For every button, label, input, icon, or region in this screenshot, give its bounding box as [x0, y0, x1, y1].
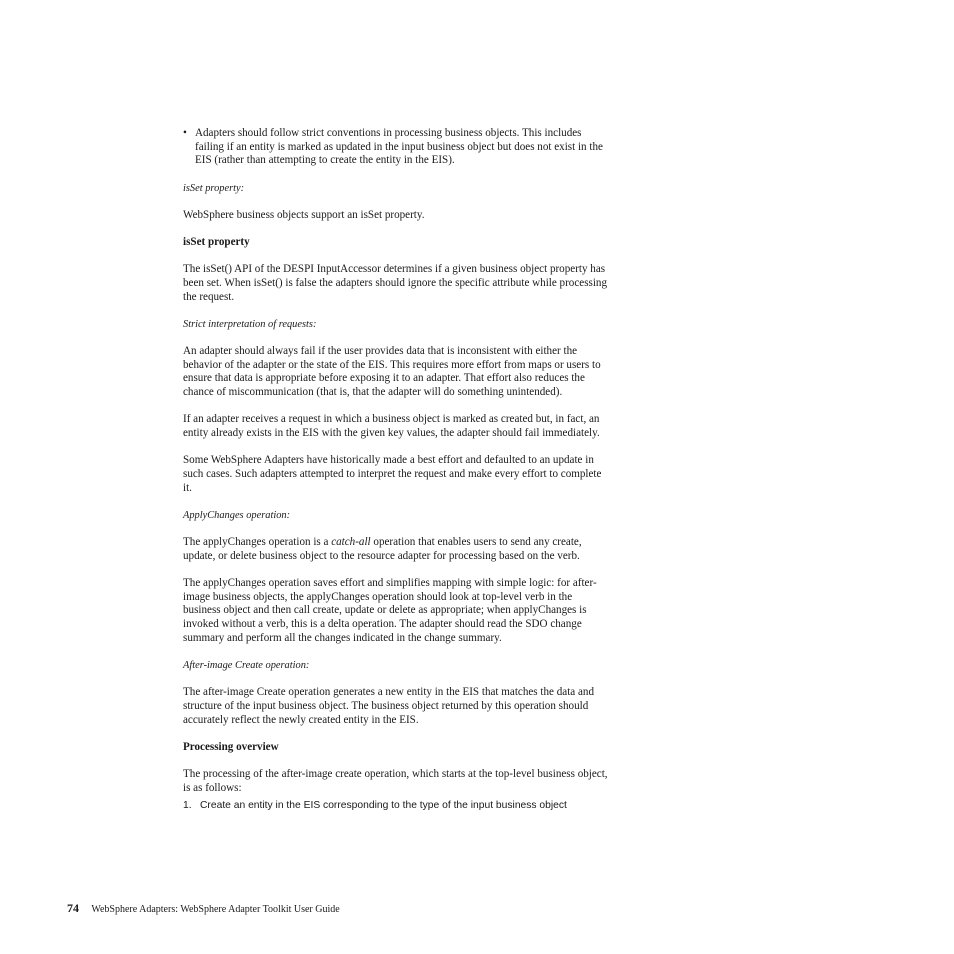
processing-overview-heading: Processing overview [183, 740, 279, 753]
bullet-list [183, 127, 611, 168]
page-number: 74 [67, 901, 79, 915]
isset-italic-heading: isSet property: [183, 182, 245, 194]
apply-p1-start: The applyChanges operation is a [183, 536, 332, 549]
footer-title: WebSphere Adapters: WebSphere Adapter Toolkit User Guide [91, 904, 340, 915]
list-item [183, 127, 611, 168]
page-footer [67, 901, 340, 916]
step-number: 1. [183, 800, 192, 812]
bullet-text: Adapters should follow strict conventions in processing business objects. This includes failing if an entity is marked as updated in the input business object but does not exist in the EIS (rather than attempting to create the entity in the EIS). [195, 127, 603, 167]
apply-p1-emphasis: catch-all [331, 536, 371, 549]
page-content [183, 127, 611, 813]
strict-paragraph-1: An adapter should always fail if the user provides data that is inconsistent with either the behavior of the adapter or the state of the EIS. This requires more effort from maps or users to ensure that data is appropriate before exposing it to an adapter. That effort also reduces the chance of miscommunication (that is, that the adapter will do something unintended). [183, 345, 601, 399]
isset-body-paragraph: The isSet() API of the DESPI InputAccessor determines if a given business object property has been set. When isSet() is false the adapters should ignore the specific attribute while processing the request. [183, 263, 608, 303]
list-item [183, 799, 611, 813]
step-text: Create an entity in the EIS corresponding to the type of the input business object [200, 800, 567, 812]
strict-italic-heading: Strict interpretation of requests: [183, 318, 317, 330]
isset-intro-paragraph: WebSphere business objects support an isSet property. [183, 208, 425, 221]
create-paragraph-2: The processing of the after-image create operation, which starts at the top-level business object, is as follows: [183, 768, 608, 794]
strict-paragraph-2: If an adapter receives a request in which a business object is marked as created but, in fact, an entity already exists in the EIS with the given key values, the adapter should fail immediately. [183, 413, 600, 440]
create-italic-heading: After-image Create operation: [183, 659, 310, 671]
apply-italic-heading: ApplyChanges operation: [183, 509, 291, 521]
isset-bold-heading: isSet property [183, 236, 250, 249]
strict-paragraph-3: Some WebSphere Adapters have historically made a best effort and defaulted to an update in such cases. Such adapters attempted to interpret the request and make every effort to complete it. [183, 454, 602, 494]
create-paragraph-1: The after-image Create operation generates a new entity in the EIS that matches the data and structure of the input business object. The business object returned by this operation should accurately reflect the newly created entity in the EIS. [183, 686, 594, 726]
processing-steps-list [183, 799, 611, 813]
apply-paragraph-1 [183, 536, 611, 563]
apply-paragraph-2: The applyChanges operation saves effort and simplifies mapping with simple logic: for after-image business objects, the applyChanges operation should look at top-level verb in the business object and then call create, update or delete as appropriate; when applyChanges is invoked without a verb, this is a delta operation. The adapter should read the SDO change summary and perform all the changes indicated in the change summary. [183, 576, 597, 644]
apply-p1-end: operation that enables users to send any create, update, or delete business object to the resource adapter for processing based on the verb. [183, 536, 582, 562]
bullet-marker: • [183, 127, 187, 139]
